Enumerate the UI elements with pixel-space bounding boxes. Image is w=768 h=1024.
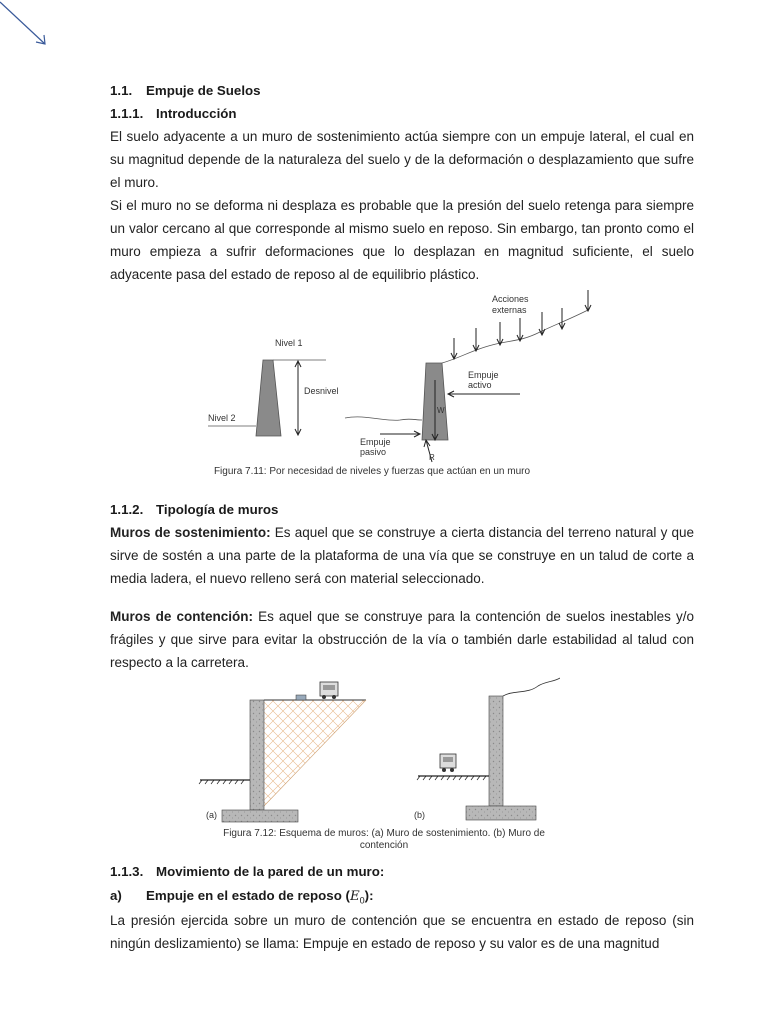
intro-paragraph-2: Si el muro no se deforma ni desplaza es probable que la presión del suelo retenga para siempre un valor cercano al que corresponde al mismo suelo en reposo. Sin embargo, tan pronto como el muro empieza a sufrir deformaciones que lo desplazan en magnitud suficiente, el suelo adyacente pasa del estado de reposo al de equilibrio plástico. bbox=[110, 198, 694, 282]
section-heading bbox=[110, 79, 261, 102]
movimiento-heading bbox=[110, 860, 384, 883]
label-acciones: Acciones bbox=[492, 294, 529, 304]
section-title: Empuje de Suelos bbox=[146, 83, 261, 98]
section-number: 1.1. bbox=[110, 83, 133, 98]
movimiento-number: 1.1.3. bbox=[110, 864, 144, 879]
wall-b-footing bbox=[466, 806, 536, 820]
reposo-title: Empuje en el estado de reposo ( bbox=[146, 888, 350, 903]
reposo-subscript: 0 bbox=[359, 895, 365, 906]
contencion-text: Es aquel que se construye para la contención de suelos inestables y/o frágiles y que sirve para evitar la obstrucción de la vía o también darle estabilidad al talud con respecto a la carretera. bbox=[110, 609, 694, 670]
reposo-symbol: E bbox=[349, 889, 360, 904]
left-wall-shape bbox=[256, 360, 281, 436]
figure-7-12 bbox=[198, 676, 560, 826]
label-desnivel: Desnivel bbox=[304, 386, 339, 396]
intro-paragraph-1: El suelo adyacente a un muro de sostenimiento actúa siempre con un empuje lateral, el cual en su magnitud depende de la naturaleza del suelo y de la deformación o desplazamiento que sufre el muro. bbox=[110, 129, 694, 190]
reposo-close: ): bbox=[364, 888, 374, 903]
movimiento-title: Movimiento de la pared de un muro: bbox=[156, 864, 385, 879]
label-nivel-2: Nivel 2 bbox=[208, 413, 236, 423]
intro-title: Introducción bbox=[156, 106, 237, 121]
contencion-paragraph bbox=[110, 605, 694, 674]
figure-7-11 bbox=[200, 290, 600, 470]
figure-7-11-caption: Figura 7.11: Por necesidad de niveles y fuerzas que actúan en un muro bbox=[213, 466, 531, 477]
tipologia-title: Tipología de muros bbox=[156, 502, 279, 517]
wall-a-footing bbox=[222, 810, 298, 822]
label-externas: externas bbox=[492, 305, 527, 315]
wall-a-stem bbox=[250, 700, 264, 810]
intro-heading bbox=[110, 102, 237, 125]
label-empuje-pasivo-1: Empuje bbox=[360, 437, 391, 447]
sostenimiento-lead: Muros de sostenimiento: bbox=[110, 525, 271, 540]
figure-7-12-caption-line-1: Figura 7.12: Esquema de muros: (a) Muro de sostenimiento. (b) Muro de bbox=[223, 828, 545, 839]
figure-7-12-caption-line-2: contención bbox=[359, 840, 409, 851]
corner-arrow-icon bbox=[0, 0, 60, 60]
label-r: R bbox=[429, 453, 435, 462]
label-a: (a) bbox=[206, 810, 217, 820]
sostenimiento-text: Es aquel que se construye a cierta distancia del terreno natural y que sirve de sostén a una parte de la plataforma de una vía que se construye en un talud de corte a media ladera, el nuevo relleno será con material seleccionado. bbox=[110, 525, 695, 586]
contencion-lead: Muros de contención: bbox=[110, 609, 253, 624]
reposo-paragraph: La presión ejercida sobre un muro de contención que se encuentra en estado de reposo (sin ningún deslizamiento) se llama: Empuje en estado de reposo y su valor es de una magnitud bbox=[110, 913, 694, 951]
wall-b-stem bbox=[489, 696, 503, 806]
truck-b-icon bbox=[440, 754, 456, 772]
reposo-number: a) bbox=[110, 888, 122, 903]
intro-number: 1.1.1. bbox=[110, 106, 144, 121]
label-empuje-pasivo-2: pasivo bbox=[360, 447, 387, 457]
label-b: (b) bbox=[414, 810, 425, 820]
label-w: W bbox=[437, 406, 445, 415]
label-nivel-1: Nivel 1 bbox=[275, 338, 303, 348]
figure-7-12-caption bbox=[182, 828, 586, 852]
label-empuje-activo-2: activo bbox=[468, 380, 492, 390]
sostenimiento-paragraph bbox=[110, 521, 694, 590]
tipologia-number: 1.1.2. bbox=[110, 502, 144, 517]
tipologia-heading bbox=[110, 498, 278, 521]
truck-a-icon bbox=[320, 682, 338, 699]
label-empuje-activo-1: Empuje bbox=[468, 370, 499, 380]
